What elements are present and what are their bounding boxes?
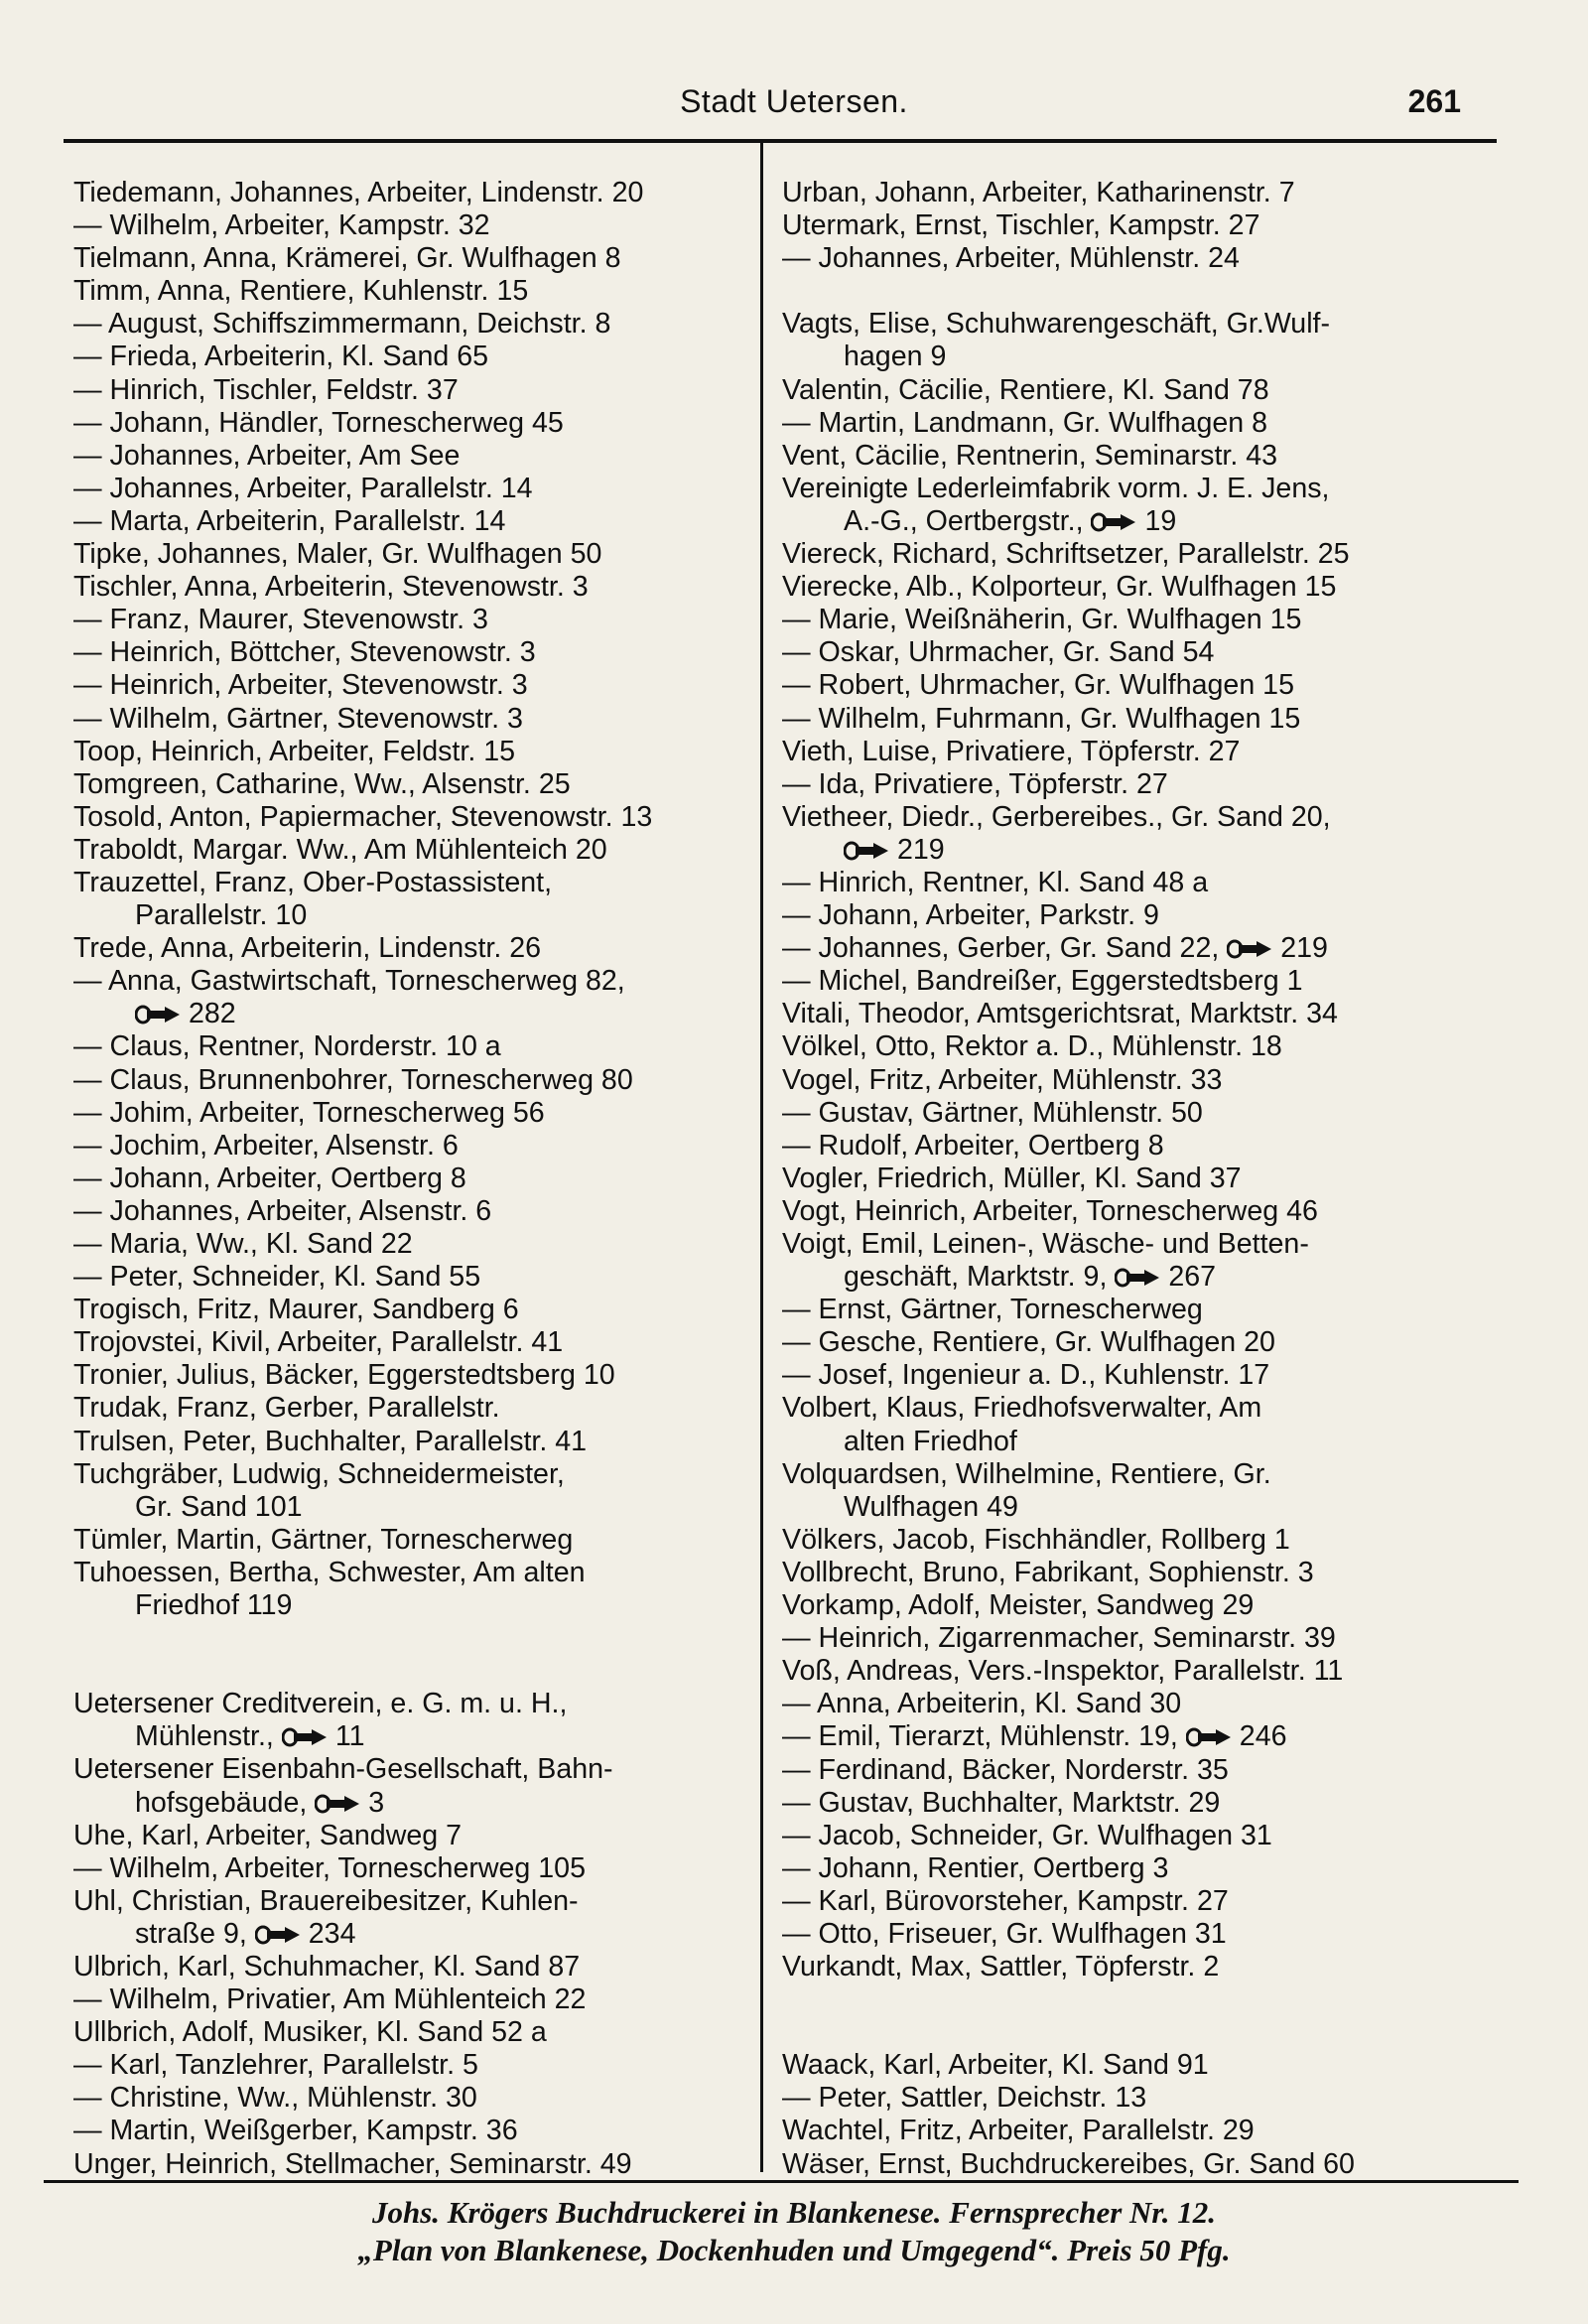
entry-text: Trogisch, Fritz, Maurer, Sandberg 6 — [73, 1294, 519, 1326]
entry-text: Völkel, Otto, Rektor a. D., Mühlenstr. 18 — [782, 1030, 1282, 1063]
entry-text: Tipke, Johannes, Maler, Gr. Wulfhagen 50 — [73, 538, 602, 571]
directory-entry — [73, 1524, 748, 1557]
entry-text: — Ida, Privatiere, Töpferstr. 27 — [782, 767, 1168, 800]
directory-entry — [782, 505, 1489, 538]
directory-entry — [782, 801, 1489, 834]
phone-number: 3 — [368, 1786, 385, 1819]
entry-text: Vogler, Friedrich, Müller, Kl. Sand 37 — [782, 1162, 1242, 1194]
entry-text: — Anna, Arbeiterin, Kl. Sand 30 — [782, 1688, 1182, 1720]
directory-entry — [782, 1885, 1489, 1918]
entry-text: Trede, Anna, Arbeiterin, Lindenstr. 26 — [73, 932, 542, 965]
directory-entry — [782, 1294, 1489, 1326]
directory-entry — [782, 1458, 1489, 1491]
directory-entry — [73, 1951, 748, 1983]
directory-entry — [73, 242, 748, 275]
directory-entry — [73, 1162, 748, 1195]
directory-entry — [782, 1754, 1489, 1787]
entry-text: — Oskar, Uhrmacher, Gr. Sand 54 — [782, 636, 1215, 669]
phone-number: 267 — [1168, 1261, 1217, 1294]
directory-entry — [73, 571, 748, 604]
directory-entry — [782, 341, 1489, 373]
directory-entry — [73, 1885, 748, 1918]
directory-entry — [73, 2016, 748, 2049]
entry-text: Urban, Johann, Arbeiter, Katharinenstr. 7 — [782, 177, 1295, 208]
directory-entry — [782, 1557, 1489, 1589]
entry-text: — Gustav, Buchhalter, Marktstr. 29 — [782, 1786, 1221, 1819]
directory-entry — [782, 1162, 1489, 1195]
entry-text: A.-G., Oertbergstr., — [844, 504, 1092, 537]
entry-text: — Johannes, Arbeiter, Parallelstr. 14 — [73, 472, 533, 504]
entry-text: — Otto, Friseuer, Gr. Wulfhagen 31 — [782, 1917, 1227, 1950]
directory-entry — [73, 407, 748, 440]
directory-entry — [782, 1820, 1489, 1852]
entry-text: Trojovstei, Kivil, Arbeiter, Parallelstr. 41 — [73, 1326, 564, 1359]
directory-entry — [782, 736, 1489, 768]
entry-text: Voß, Andreas, Vers.-Inspektor, Parallelstr. 11 — [782, 1655, 1344, 1688]
entry-text: Ullbrich, Adolf, Musiker, Kl. Sand 52 a — [73, 2016, 547, 2049]
directory-entry — [782, 209, 1489, 242]
entry-text: Tümler, Martin, Gärtner, Tornescherweg — [73, 1523, 574, 1556]
telephone-icon — [844, 840, 889, 862]
directory-entry — [73, 965, 748, 998]
directory-entry — [782, 1392, 1489, 1425]
directory-entry — [73, 1491, 748, 1524]
directory-entry — [73, 669, 748, 702]
entry-text: Vietheer, Diedr., Gerbereibes., Gr. Sand 20, — [782, 800, 1331, 833]
directory-entry — [782, 1688, 1489, 1720]
entry-text: Tischler, Anna, Arbeiterin, Stevenowstr. 3 — [73, 571, 589, 604]
entry-text: — Frieda, Arbeiterin, Kl. Sand 65 — [73, 341, 489, 373]
directory-entry — [73, 374, 748, 407]
page-header-title: Stadt Uetersen. — [680, 83, 908, 119]
entry-text: Volquardsen, Wilhelmine, Rentiere, Gr. — [782, 1457, 1271, 1490]
entry-text: Toop, Heinrich, Arbeiter, Feldstr. 15 — [73, 735, 516, 767]
directory-entry — [73, 1426, 748, 1458]
page-number: 261 — [1407, 83, 1461, 119]
directory-entry — [782, 1030, 1489, 1063]
directory-entry — [73, 1228, 748, 1261]
entry-text: — Jochim, Arbeiter, Alsenstr. 6 — [73, 1129, 459, 1162]
directory-entry — [73, 2082, 748, 2115]
entry-text: Viereck, Richard, Schriftsetzer, Parallelstr. 25 — [782, 538, 1350, 571]
directory-entry — [73, 801, 748, 834]
directory-entry — [782, 2049, 1489, 2082]
directory-entry — [782, 965, 1489, 998]
entry-text: Uetersener Eisenbahn-Gesellschaft, Bahn- — [73, 1753, 613, 1786]
directory-entry — [73, 2115, 748, 2147]
entry-text: — Heinrich, Arbeiter, Stevenowstr. 3 — [73, 669, 528, 702]
directory-entry — [782, 1918, 1489, 1951]
directory-entry — [782, 932, 1489, 965]
directory-entry — [73, 473, 748, 505]
directory-entry — [73, 736, 748, 768]
entry-text: — Josef, Ingenieur a. D., Kuhlenstr. 17 — [782, 1359, 1270, 1392]
directory-entry — [73, 2148, 748, 2181]
directory-entry — [782, 407, 1489, 440]
directory-entry — [782, 1983, 1489, 2016]
directory-entry — [782, 1524, 1489, 1557]
directory-entry — [782, 1195, 1489, 1228]
phone-number: 19 — [1144, 504, 1177, 537]
entry-text: — Christine, Ww., Mühlenstr. 30 — [73, 2082, 477, 2115]
entry-text: Gr. Sand 101 — [135, 1490, 303, 1523]
directory-entry — [73, 1064, 748, 1097]
entry-text: Vieth, Luise, Privatiere, Töpferstr. 27 — [782, 735, 1241, 767]
entry-text: — Karl, Bürovorsteher, Kampstr. 27 — [782, 1884, 1229, 1917]
directory-entry — [782, 867, 1489, 899]
directory-entry — [782, 998, 1489, 1030]
directory-entry — [73, 505, 748, 538]
entry-text: Vereinigte Lederleimfabrik vorm. J. E. Jens, — [782, 472, 1330, 504]
entry-text: — Peter, Sattler, Deichstr. 13 — [782, 2082, 1147, 2115]
entry-text: Vogel, Fritz, Arbeiter, Mühlenstr. 33 — [782, 1063, 1223, 1096]
directory-entry — [73, 1852, 748, 1885]
entry-text: alten Friedhof — [844, 1425, 1017, 1457]
phone-number: 219 — [1280, 932, 1328, 965]
telephone-icon — [315, 1793, 360, 1815]
entry-text: Tronier, Julius, Bäcker, Eggerstedtsberg 10 — [73, 1359, 615, 1392]
entry-text: — Michel, Bandreißer, Eggerstedtsberg 1 — [782, 965, 1303, 998]
telephone-icon — [255, 1924, 301, 1946]
entry-text: straße 9, — [135, 1917, 255, 1950]
directory-entry — [73, 308, 748, 341]
entry-text: Vierecke, Alb., Kolporteur, Gr. Wulfhagen 15 — [782, 571, 1337, 604]
directory-entry — [73, 703, 748, 736]
directory-entry — [782, 242, 1489, 275]
telephone-icon — [135, 1004, 181, 1025]
entry-text: 282 — [189, 998, 236, 1030]
left-column — [73, 177, 748, 2181]
entry-text: — Johann, Händler, Tornescherweg 45 — [73, 406, 564, 439]
entry-text: Uetersener Creditverein, e. G. m. u. H., — [73, 1688, 568, 1720]
entry-text: — Martin, Weißgerber, Kampstr. 36 — [73, 2115, 518, 2147]
header-rule — [64, 139, 1497, 143]
directory-entry — [782, 1951, 1489, 1983]
directory-entry — [782, 1589, 1489, 1622]
directory-entry — [73, 604, 748, 636]
entry-text: Vent, Cäcilie, Rentnerin, Seminarstr. 43 — [782, 439, 1278, 472]
entry-text: — Marta, Arbeiterin, Parallelstr. 14 — [73, 504, 506, 537]
directory-entry — [782, 2148, 1489, 2181]
entry-text: — Wilhelm, Fuhrmann, Gr. Wulfhagen 15 — [782, 702, 1301, 735]
entry-text: hofsgebäude, — [135, 1786, 316, 1819]
directory-entry — [782, 1359, 1489, 1392]
entry-text: — Johann, Arbeiter, Parkstr. 9 — [782, 899, 1159, 932]
entry-text: Vorkamp, Adolf, Meister, Sandweg 29 — [782, 1589, 1255, 1622]
telephone-icon — [1091, 511, 1136, 533]
directory-entry — [782, 1228, 1489, 1261]
entry-text: — Gustav, Gärtner, Mühlenstr. 50 — [782, 1096, 1203, 1129]
directory-entry — [782, 1622, 1489, 1655]
directory-entry — [782, 899, 1489, 932]
directory-entry — [782, 703, 1489, 736]
entry-text: — Maria, Ww., Kl. Sand 22 — [73, 1228, 413, 1260]
entry-text: — Martin, Landmann, Gr. Wulfhagen 8 — [782, 406, 1267, 439]
directory-entry — [782, 177, 1489, 209]
entry-text: — Gesche, Rentiere, Gr. Wulfhagen 20 — [782, 1326, 1275, 1359]
entry-text: Tuhoessen, Bertha, Schwester, Am alten — [73, 1556, 586, 1588]
telephone-icon — [282, 1726, 328, 1748]
directory-entry — [73, 1294, 748, 1326]
directory-entry — [73, 1130, 748, 1162]
directory-entry — [73, 1359, 748, 1392]
entry-text: — Marie, Weißnäherin, Gr. Wulfhagen 15 — [782, 604, 1302, 636]
entry-text: — Wilhelm, Arbeiter, Tornescherweg 105 — [73, 1851, 586, 1884]
directory-entry — [782, 1787, 1489, 1820]
directory-entry — [782, 1655, 1489, 1688]
entry-text: Utermark, Ernst, Tischler, Kampstr. 27 — [782, 209, 1260, 242]
entry-text: — Emil, Tierarzt, Mühlenstr. 19, — [782, 1720, 1186, 1753]
directory-entry — [782, 1491, 1489, 1524]
entry-text: Volbert, Klaus, Friedhofsverwalter, Am — [782, 1392, 1262, 1425]
directory-entry — [73, 1589, 748, 1622]
right-column — [782, 177, 1489, 2181]
directory-entry — [782, 768, 1489, 801]
directory-entry — [73, 867, 748, 899]
entry-text: — Johann, Rentier, Oertberg 3 — [782, 1851, 1169, 1884]
directory-entry — [73, 2049, 748, 2082]
directory-entry — [73, 209, 748, 242]
entry-text: — Johim, Arbeiter, Tornescherweg 56 — [73, 1096, 545, 1129]
directory-entry — [73, 1458, 748, 1491]
entry-text: — Peter, Schneider, Kl. Sand 55 — [73, 1261, 481, 1294]
entry-text: hagen 9 — [844, 341, 947, 373]
directory-entry — [73, 1326, 748, 1359]
entry-text: Valentin, Cäcilie, Rentiere, Kl. Sand 78 — [782, 373, 1269, 406]
entry-text: Traboldt, Margar. Ww., Am Mühlenteich 20 — [73, 833, 607, 866]
entry-text: Trauzettel, Franz, Ober-Postassistent, — [73, 866, 553, 898]
directory-entry — [782, 538, 1489, 571]
directory-entry — [782, 2082, 1489, 2115]
directory-entry — [73, 1392, 748, 1425]
directory-entry — [782, 440, 1489, 473]
directory-entry — [782, 834, 1489, 867]
entry-text: Wulfhagen 49 — [844, 1490, 1018, 1523]
entry-text: Uhl, Christian, Brauereibesitzer, Kuhlen- — [73, 1884, 579, 1917]
directory-entry — [73, 932, 748, 965]
entry-text: Trulsen, Peter, Buchhalter, Parallelstr. 41 — [73, 1425, 588, 1457]
directory-entry — [782, 1326, 1489, 1359]
entry-text: Vitali, Theodor, Amtsgerichtsrat, Marktstr. 34 — [782, 998, 1338, 1030]
entry-text: Vollbrecht, Bruno, Fabrikant, Sophienstr. 3 — [782, 1556, 1314, 1588]
directory-entry — [782, 571, 1489, 604]
directory-entry — [782, 1720, 1489, 1753]
entry-text: — Anna, Gastwirtschaft, Tornescherweg 82, — [73, 965, 625, 998]
entry-text: Wäser, Ernst, Buchdruckereibes, Gr. Sand 60 — [782, 2147, 1355, 2180]
entry-text: Vurkandt, Max, Sattler, Töpferstr. 2 — [782, 1951, 1220, 1983]
directory-entry — [782, 669, 1489, 702]
directory-entry — [73, 998, 748, 1030]
footer-rule — [44, 2180, 1519, 2183]
entry-text: — Hinrich, Rentner, Kl. Sand 48 a — [782, 866, 1209, 898]
entry-text: — Johannes, Arbeiter, Mühlenstr. 24 — [782, 242, 1240, 275]
directory-entry — [73, 1918, 748, 1951]
directory-entry — [73, 1753, 748, 1786]
directory-entry — [782, 374, 1489, 407]
entry-text: 219 — [897, 833, 945, 866]
entry-text: — Johannes, Gerber, Gr. Sand 22, — [782, 932, 1228, 965]
phone-number: 246 — [1239, 1720, 1287, 1753]
directory-entry — [73, 899, 748, 932]
entry-text: — August, Schiffszimmermann, Deichstr. 8 — [73, 308, 611, 341]
entry-text: Trudak, Franz, Gerber, Parallelstr. — [73, 1392, 500, 1425]
directory-entry — [73, 1195, 748, 1228]
directory-entry — [782, 275, 1489, 308]
entry-text: Friedhof 119 — [135, 1589, 293, 1622]
entry-text: Waack, Karl, Arbeiter, Kl. Sand 91 — [782, 2049, 1209, 2082]
directory-entry — [73, 1622, 748, 1655]
entry-text: — Heinrich, Zigarrenmacher, Seminarstr. 39 — [782, 1622, 1336, 1655]
directory-entry — [73, 440, 748, 473]
directory-entry — [73, 768, 748, 801]
entry-text: Völkers, Jacob, Fischhändler, Rollberg 1 — [782, 1523, 1290, 1556]
entry-text: geschäft, Marktstr. 9, — [844, 1261, 1116, 1294]
directory-entry — [73, 1557, 748, 1589]
entry-text: Tuchgräber, Ludwig, Schneidermeister, — [73, 1457, 565, 1490]
phone-number: 11 — [334, 1720, 365, 1753]
directory-entry — [782, 473, 1489, 505]
footer-line-2: „Plan von Blankenese, Dockenhuden und Umgegend“. Preis 50 Pfg. — [357, 2233, 1231, 2267]
directory-entry — [73, 275, 748, 308]
entry-text: — Robert, Uhrmacher, Gr. Wulfhagen 15 — [782, 669, 1294, 702]
directory-entry — [782, 636, 1489, 669]
entry-text: — Heinrich, Böttcher, Stevenowstr. 3 — [73, 636, 536, 669]
entry-text: — Ferdinand, Bäcker, Norderstr. 35 — [782, 1753, 1229, 1786]
directory-entry — [782, 1097, 1489, 1130]
entry-text: Uhe, Karl, Arbeiter, Sandweg 7 — [73, 1819, 463, 1851]
entry-text: Tielmann, Anna, Krämerei, Gr. Wulfhagen 8 — [73, 242, 621, 275]
directory-entry — [782, 1852, 1489, 1885]
entry-text: — Ernst, Gärtner, Tornescherweg — [782, 1294, 1203, 1326]
directory-entry — [73, 341, 748, 373]
entry-text: — Claus, Brunnenbohrer, Tornescherweg 80 — [73, 1063, 633, 1096]
directory-entry — [73, 1820, 748, 1852]
directory-entry — [782, 308, 1489, 341]
entry-text: — Jacob, Schneider, Gr. Wulfhagen 31 — [782, 1819, 1272, 1851]
entry-text: — Johann, Arbeiter, Oertberg 8 — [73, 1162, 466, 1194]
entry-text: Vagts, Elise, Schuhwarengeschäft, Gr.Wulf- — [782, 308, 1331, 341]
directory-entry — [73, 1787, 748, 1820]
entry-text: — Hinrich, Tischler, Feldstr. 37 — [73, 373, 459, 406]
entry-text: Voigt, Emil, Leinen-, Wäsche- und Betten- — [782, 1228, 1309, 1260]
entry-text: Timm, Anna, Rentiere, Kuhlenstr. 15 — [73, 275, 529, 308]
telephone-icon — [1186, 1726, 1232, 1748]
directory-entry — [73, 177, 748, 209]
entry-text: — Franz, Maurer, Stevenowstr. 3 — [73, 604, 488, 636]
directory-entry — [782, 1130, 1489, 1162]
directory-entry — [73, 1097, 748, 1130]
entry-text: — Rudolf, Arbeiter, Oertberg 8 — [782, 1129, 1164, 1162]
entry-text: Ulbrich, Karl, Schuhmacher, Kl. Sand 87 — [73, 1950, 581, 1982]
printer-footer — [0, 2194, 1588, 2269]
directory-entry — [73, 1261, 748, 1294]
entry-text: — Karl, Tanzlehrer, Parallelstr. 5 — [73, 2049, 478, 2082]
entry-text: — Wilhelm, Arbeiter, Kampstr. 32 — [73, 209, 490, 242]
entry-text: Tomgreen, Catharine, Ww., Alsenstr. 25 — [73, 767, 571, 800]
directory-entry — [782, 2115, 1489, 2147]
entry-text: Mühlenstr., — [135, 1720, 282, 1753]
entry-text: — Wilhelm, Gärtner, Stevenowstr. 3 — [73, 702, 523, 735]
directory-entry — [73, 1720, 748, 1753]
directory-entry — [73, 1688, 748, 1720]
directory-entry — [73, 538, 748, 571]
entry-text: Unger, Heinrich, Stellmacher, Seminarstr. 49 — [73, 2147, 632, 2180]
directory-entry — [782, 1426, 1489, 1458]
footer-line-1: Johs. Krögers Buchdruckerei in Blankenese. Fernsprecher Nr. 12. — [371, 2195, 1217, 2230]
entry-text: — Claus, Rentner, Norderstr. 10 a — [73, 1030, 501, 1063]
directory-entry — [73, 1030, 748, 1063]
entry-text: — Johannes, Arbeiter, Alsenstr. 6 — [73, 1194, 492, 1227]
directory-entry — [782, 1064, 1489, 1097]
directory-entry — [782, 604, 1489, 636]
entry-text: Tiedemann, Johannes, Arbeiter, Lindenstr. 20 — [73, 177, 644, 208]
entry-text: — Wilhelm, Privatier, Am Mühlenteich 22 — [73, 1983, 587, 2016]
entry-text: Wachtel, Fritz, Arbeiter, Parallelstr. 29 — [782, 2115, 1255, 2147]
entry-text: Vogt, Heinrich, Arbeiter, Tornescherweg 46 — [782, 1194, 1318, 1227]
entry-text: Tosold, Anton, Papiermacher, Stevenowstr. 13 — [73, 800, 653, 833]
directory-entry — [73, 834, 748, 867]
directory-entry — [782, 1261, 1489, 1294]
directory-entry — [73, 636, 748, 669]
entry-text: Parallelstr. 10 — [135, 899, 308, 932]
entry-text: — Johannes, Arbeiter, Am See — [73, 439, 461, 472]
phone-number: 234 — [308, 1917, 356, 1950]
telephone-icon — [1115, 1267, 1160, 1289]
telephone-icon — [1227, 938, 1272, 960]
column-divider — [760, 141, 763, 2172]
directory-entry — [73, 1983, 748, 2016]
